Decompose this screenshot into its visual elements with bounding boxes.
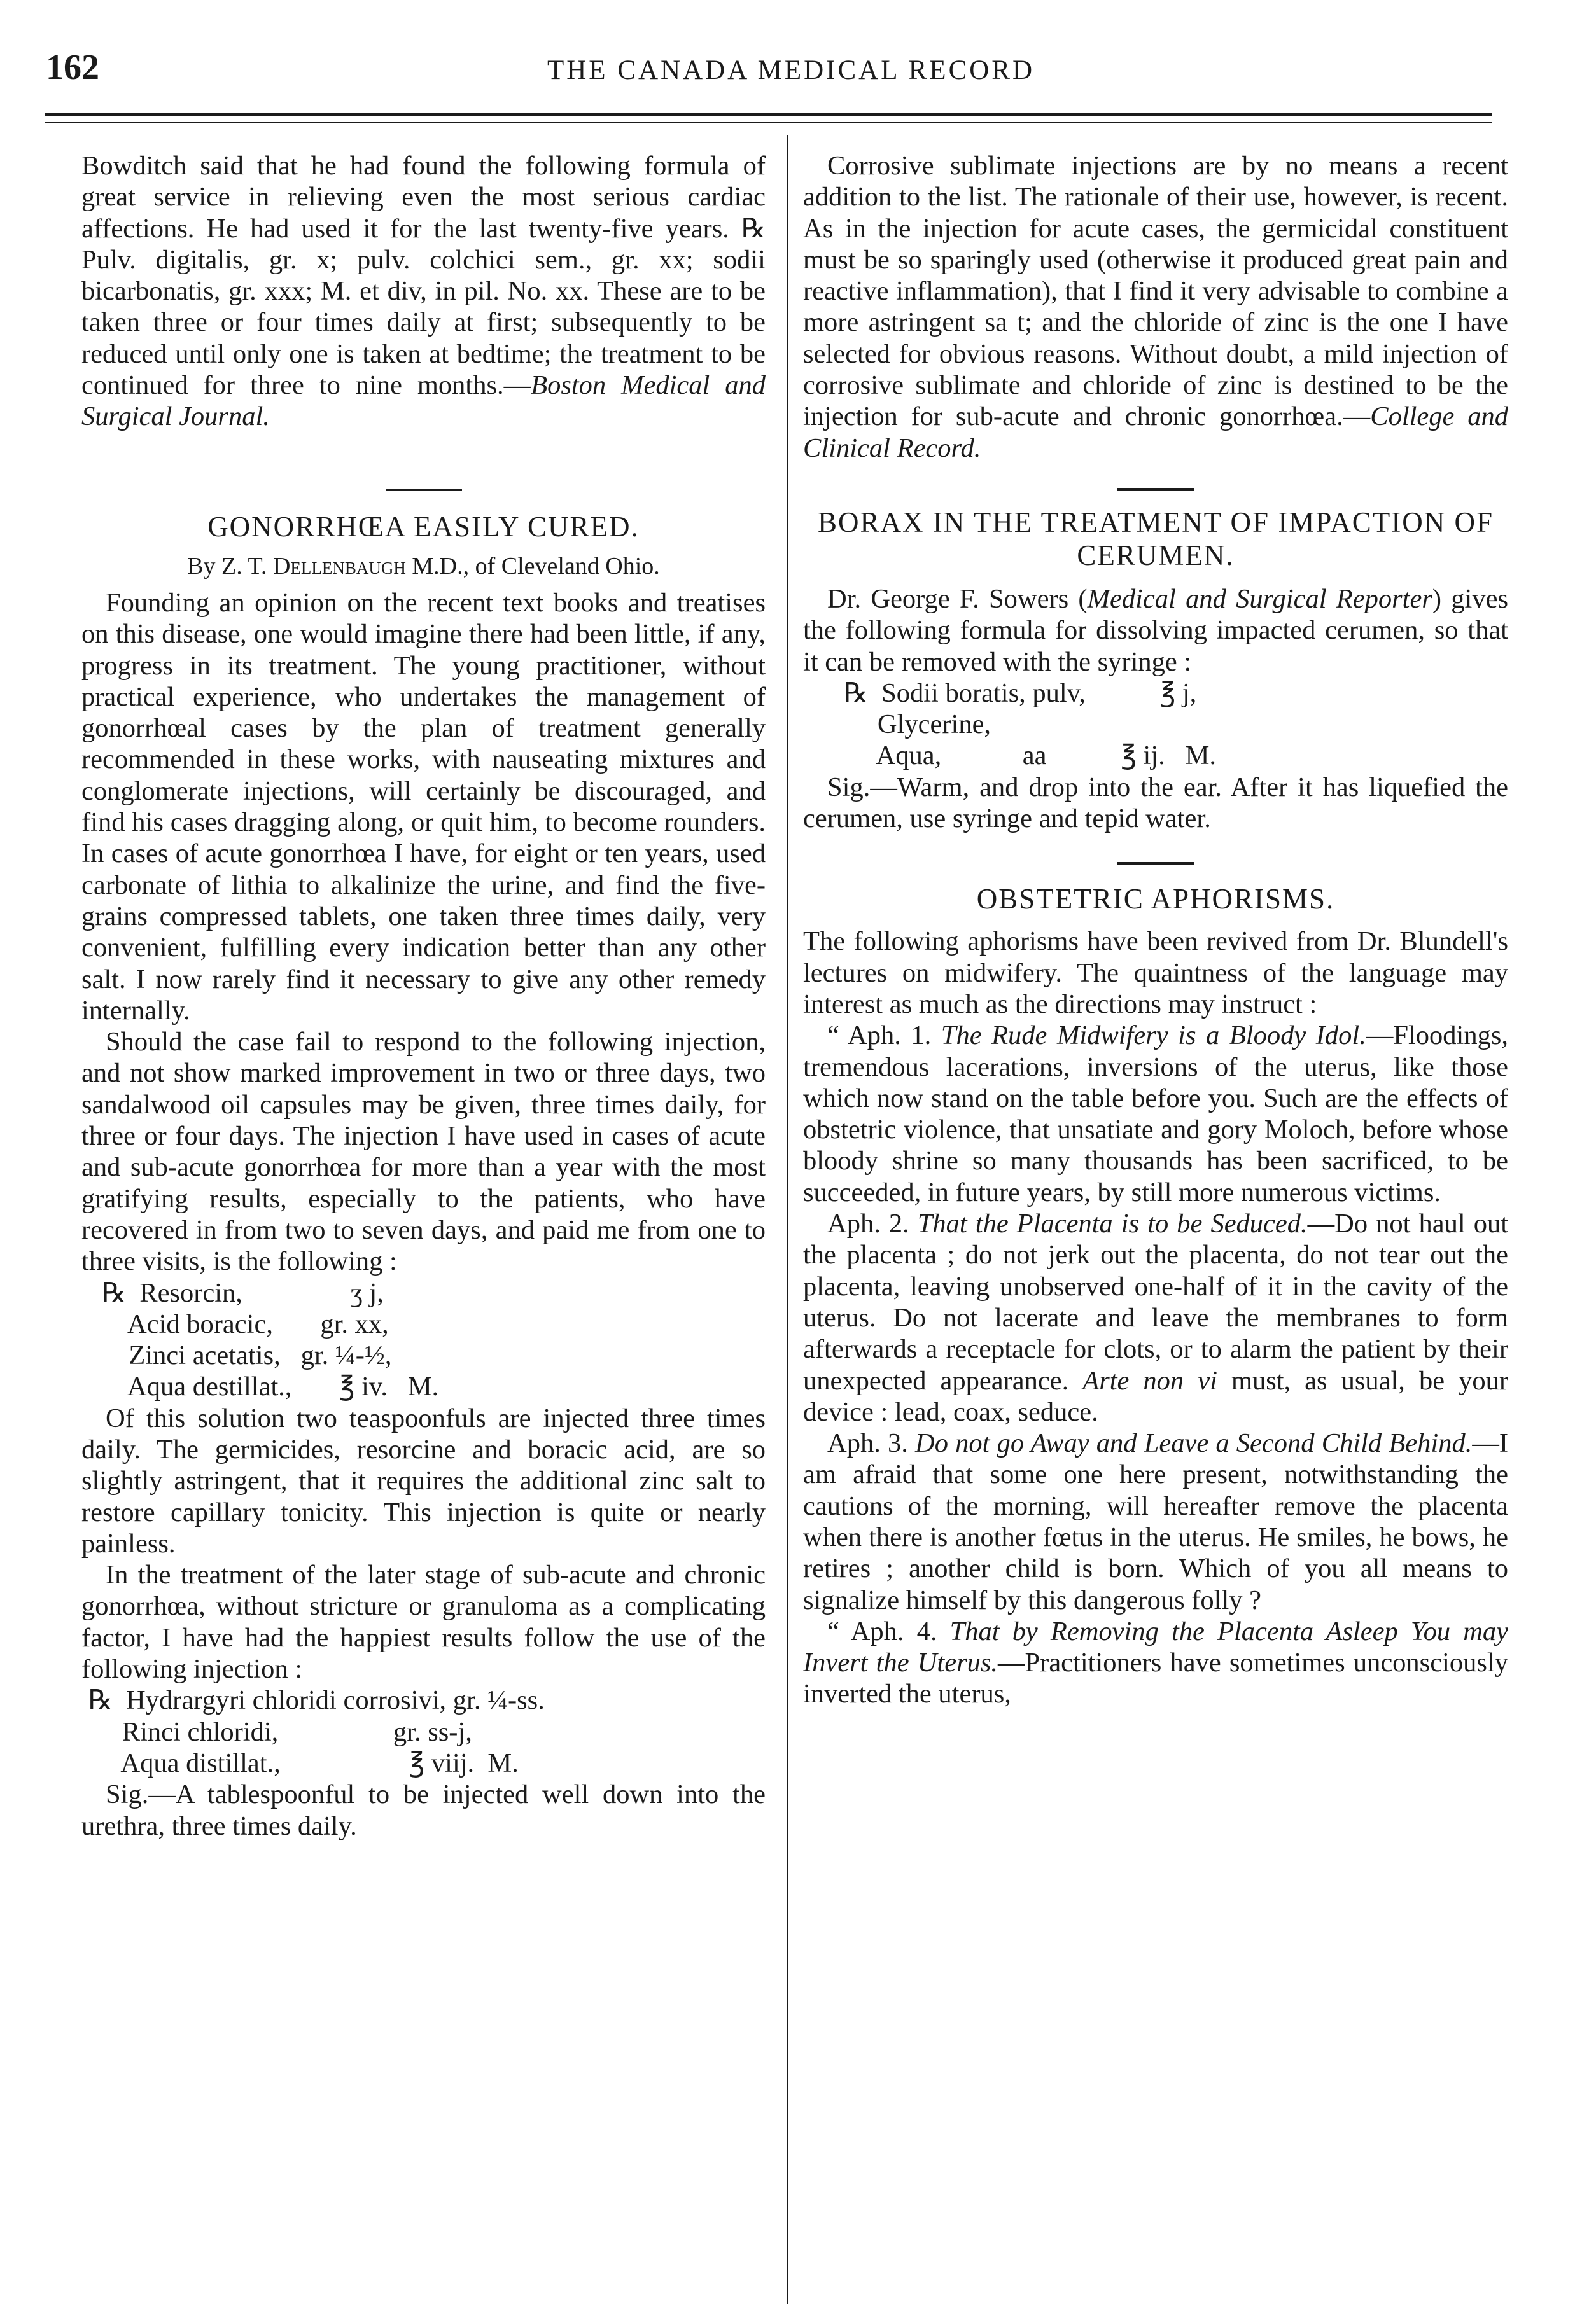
borax-section-title: BORAX IN THE TREATMENT OF IMPACTION OF CERUMEN. bbox=[818, 506, 1494, 571]
left-column bbox=[81, 150, 766, 2313]
gonorrhoea-sig: Sig.—A tablespoonful to be injected well down into the urethra, three times daily. bbox=[81, 1779, 766, 1841]
aphorism-4 bbox=[803, 1616, 1508, 1710]
bowditch-paragraph bbox=[81, 150, 766, 433]
rx-line: Aqua, aa ℥ ij. M. bbox=[803, 741, 1217, 771]
byline-author: Dellenbaugh bbox=[272, 552, 406, 580]
aphorism-3 bbox=[803, 1428, 1508, 1616]
page-number: 162 bbox=[46, 48, 99, 87]
prescription-mercury bbox=[81, 1685, 766, 1779]
borax-paragraph-1 bbox=[803, 583, 1508, 678]
aph2-title: That the Placenta is to be Seduced. bbox=[917, 1209, 1308, 1239]
borax-journal: Medical and Surgical Reporter bbox=[1087, 583, 1432, 614]
bowditch-source: Boston Medical and Surgical Journal. bbox=[81, 370, 766, 432]
aph4-label: “ Aph. 4. bbox=[827, 1616, 950, 1646]
rx-line: ℞ Sodii boratis, pulv, ℥ j, bbox=[803, 678, 1197, 708]
borax-sig: Sig.—Warm, and drop into the ear. After it has liquefied the cerumen, use syringe and tepid water. bbox=[803, 772, 1508, 834]
gonorrhoea-paragraph-3: Of this solution two teaspoonfuls are injected three times daily. The germicides, resorcine and boracic acid, are so slightly astringent, that it requires the additional zinc salt to restore capillary tonicity. This injection is quite or nearly painless. bbox=[81, 1403, 766, 1559]
aph1-text: —Floodings, tremendous lacerations, inversions of the uterus, like those which now stand on the table before you. Such are the effects of obstetric violence, that unsatiate and gory Moloch, before whose bloody shrine so many thousands has been sacrificed, to be succeeded, in future years, by still more numerous victims. bbox=[803, 1020, 1508, 1207]
aph1-label: “ Aph. 1. bbox=[827, 1020, 941, 1051]
aph1-title: The Rude Midwifery is a Bloody Idol. bbox=[941, 1020, 1366, 1051]
obstetric-intro: The following aphorisms have been revived from Dr. Blundell's lectures on midwifery. The quaintness of the language may interest as much as the directions may instruct : bbox=[803, 926, 1508, 1019]
byline-prefix: By Z. T. bbox=[187, 552, 273, 580]
corrosive-paragraph bbox=[803, 150, 1508, 464]
rx-line: ℞ Hydrargyri chloridi corrosivi, gr. ¼-ss. bbox=[81, 1685, 545, 1716]
rx-line: Glycerine, bbox=[803, 709, 991, 740]
aph4-title: That by Removing the Placenta Asleep You may Invert the Uterus. bbox=[803, 1616, 1508, 1678]
rx-line: Rinci chloridi, gr. ss-j, bbox=[81, 1716, 472, 1747]
header-rule bbox=[45, 113, 1492, 116]
aph3-label: Aph. 3. bbox=[827, 1428, 916, 1459]
rx-line: ℞ Resorcin, ʒ j, bbox=[81, 1277, 384, 1308]
right-column bbox=[803, 150, 1508, 2313]
corrosive-text: Corrosive sublimate injections are by no means a recent addition to the list. The rationale of their use, however, is recent. As in the injection for acute cases, the germicidal constituent must be so sparingly used (otherwise it produced great pain and reactive inflammation), that I find it very advisable to combine a more astringent sa t; and the chloride of zinc is the one I have selected for obvious reasons. Without doubt, a mild injection of corrosive sublimate and chloride of zinc is destined to be the injection for sub-acute and chronic gonorrhœa.— bbox=[803, 151, 1508, 432]
rx-line: Aqua distillat., ℥ viij. M. bbox=[81, 1748, 519, 1778]
aph2-text-a: —Do not haul out the placenta ; do not jerk out the placenta, do not tear out the placenta, leaving unobserved one-half of it in the cavity of the uterus. Do not lacerate and leave the membranes to form afterwards a receptacle for clots, or to alarm the patient by their unexpected appearance. bbox=[803, 1209, 1508, 1396]
corrosive-source: College and Clinical Record. bbox=[803, 401, 1508, 463]
header-rule-thin bbox=[45, 122, 1492, 123]
aph3-text: —I am afraid that some one here present, notwithstanding the cautions of the morning, will hereafter remove the placenta when there is another fœtus in the uterus. He smiles, he bows, he retires ; another child is born. Which of you all means to signalize himself by this dangerous folly ? bbox=[803, 1428, 1508, 1615]
prescription-resorcin bbox=[81, 1277, 766, 1403]
aph2-text-b: must, as usual, be your device : lead, coax, seduce. bbox=[803, 1365, 1508, 1427]
aph3-title: Do not go Away and Leave a Second Child Behind. bbox=[915, 1428, 1473, 1459]
gonorrhoea-paragraph-4: In the treatment of the later stage of sub-acute and chronic gonorrhœa, without stricture or granuloma as a complicating factor, I have had the happiest results follow the use of the following injection : bbox=[81, 1560, 766, 1685]
aph2-latin: Arte non vi bbox=[1082, 1365, 1217, 1396]
byline-suffix: M.D., of Cleveland Ohio. bbox=[405, 552, 660, 580]
aph2-label: Aph. 2. bbox=[827, 1209, 918, 1239]
gonorrhoea-paragraph-1: Founding an opinion on the recent text books and treatises on this disease, one would imagine there had been little, if any, progress in its treatment. The young practitioner, without practical experience, who undertakes the management of gonorrhœal cases by the plan of treatment generally recommended in these works, with nauseating mixtures and conglomerate injections, will certainly be discouraged, and find his cases dragging along, or quit him, to become rounders. In cases of acute gonorrhœa I have, for eight or ten years, used carbonate of lithia to alkalinize the urine, and find the five-grains compressed tablets, one taken three times daily, very convenient, fulfilling every indication better than any other salt. I now rarely find it necessary to give any other remedy internally. bbox=[81, 587, 766, 1026]
aphorism-2 bbox=[803, 1208, 1508, 1428]
obstetric-section-title: OBSTETRIC APHORISMS. bbox=[976, 883, 1335, 915]
rx-line: Zinci acetatis, gr. ¼-½, bbox=[81, 1340, 392, 1371]
bowditch-text: Bowditch said that he had found the following formula of great service in relieving even the most serious cardiac affections. He had used it for the last twenty-five years. ℞ Pulv. digitalis, gr. x; pulv. colchici sem., gr. xx; sodii bicarbonatis, gr. xxx; M. et div, in pil. No. xx. These are to be taken three or four times daily at first; subsequently to be reduced until only one is taken at bedtime; the treatment to be continued for three to nine months.— bbox=[81, 151, 766, 401]
aphorism-1 bbox=[803, 1020, 1508, 1208]
aph4-text: —Practitioners have sometimes unconsciously inverted the uterus, bbox=[803, 1648, 1508, 1709]
rx-line: Aqua destillat., ℥ iv. M. bbox=[81, 1372, 439, 1402]
author-byline bbox=[81, 551, 766, 582]
rx-line: Acid boracic, gr. xx, bbox=[81, 1309, 389, 1339]
borax-text-b: ) gives the following formula for dissolving impacted cerumen, so that it can be removed with the syringe : bbox=[803, 583, 1508, 677]
gonorrhoea-section-title: GONORRHŒA EASILY CURED. bbox=[207, 510, 640, 543]
prescription-borax bbox=[803, 678, 1508, 772]
borax-text-a: Dr. George F. Sowers ( bbox=[827, 583, 1088, 614]
column-divider bbox=[787, 135, 788, 2304]
gonorrhoea-paragraph-2: Should the case fail to respond to the following injection, and not show marked improvement in two or three days, two sandalwood oil capsules may be given, three times daily, for three or four days. The injection I have used in cases of acute and sub-acute gonorrhœa for more than a year with the most gratifying results, especially to the patients, who have recovered in from two to seven days, and paid me from one to three visits, is the following : bbox=[81, 1027, 766, 1277]
running-title: THE CANADA MEDICAL RECORD bbox=[547, 55, 1035, 85]
